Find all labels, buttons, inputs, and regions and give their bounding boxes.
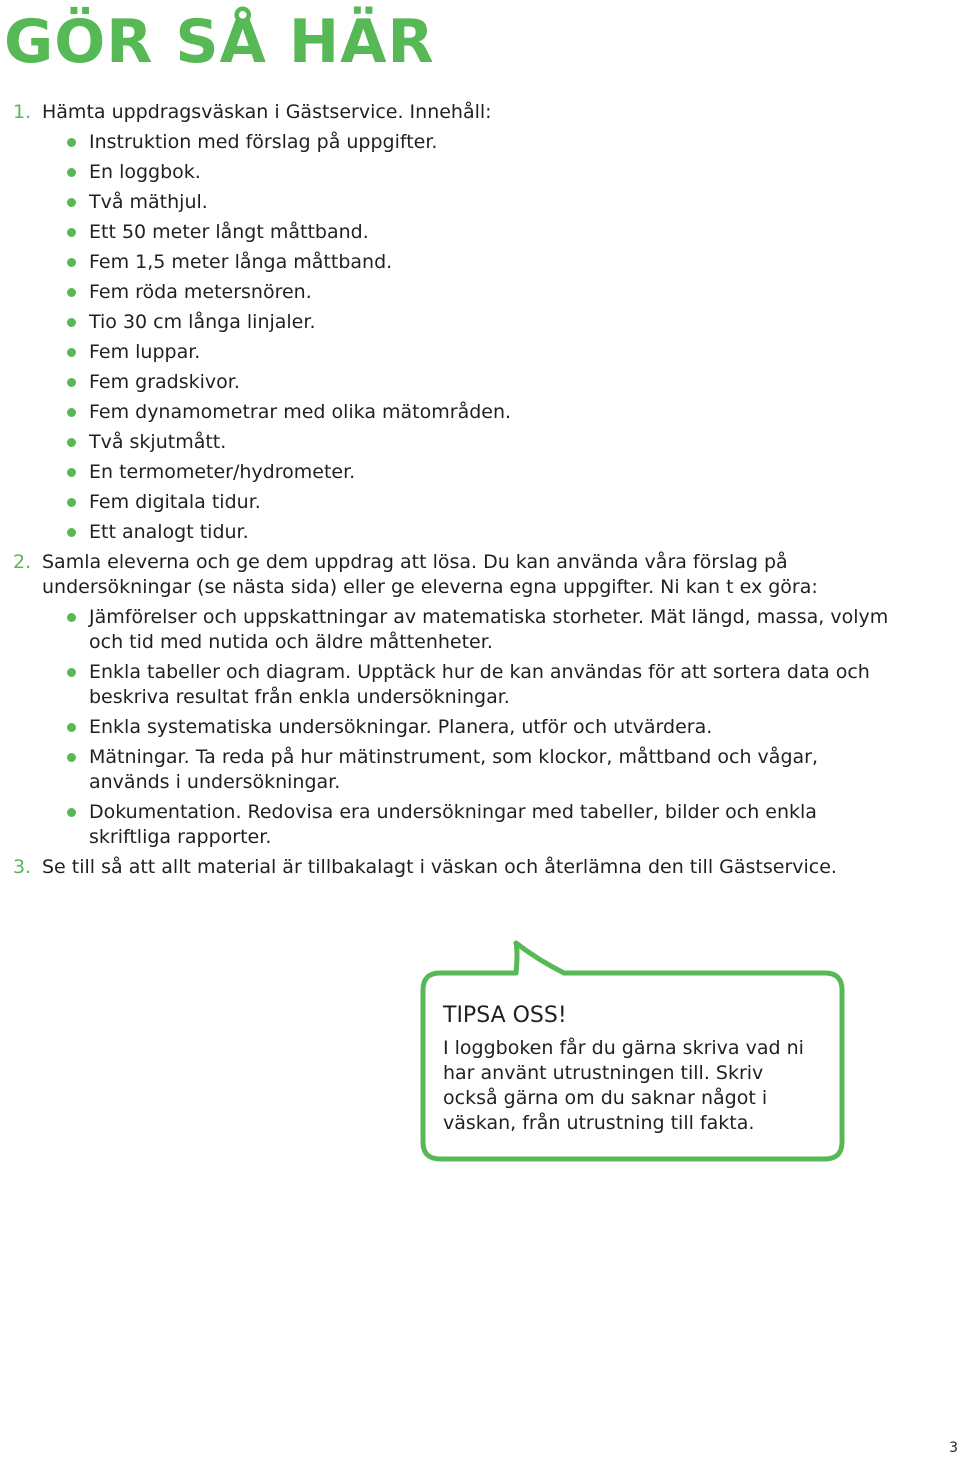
step-number: 1. (13, 101, 32, 123)
list-item (42, 220, 900, 245)
bullet-dot-icon (67, 613, 76, 622)
bullet-dot-icon (67, 288, 76, 297)
bullet-dot-icon (67, 468, 76, 477)
list-item-text: En termometer/hydrometer. (89, 461, 356, 483)
list-item (42, 460, 900, 485)
bullet-dot-icon (67, 498, 76, 507)
activity-list (42, 605, 900, 850)
tip-title: TIPSA OSS! (443, 1003, 567, 1028)
bullet-dot-icon (67, 668, 76, 677)
bullet-dot-icon (67, 228, 76, 237)
list-item-text: Ett 50 meter långt måttband. (89, 221, 369, 243)
bullet-dot-icon (67, 408, 76, 417)
bullet-dot-icon (67, 318, 76, 327)
bullet-dot-icon (67, 348, 76, 357)
list-item-text: Jämförelser och uppskattningar av matematiska storheter. Mät längd, massa, volym och tid med nutida och äldre måttenheter. (89, 606, 889, 653)
list-item (42, 160, 900, 185)
tip-body: I loggboken får du gärna skriva vad ni har använt utrustningen till. Skriv också gärna om du saknar något i väskan, från utrustning till fakta. (443, 1037, 804, 1134)
step-item (0, 855, 900, 880)
bullet-dot-icon (67, 168, 76, 177)
bullet-dot-icon (67, 198, 76, 207)
list-item (42, 520, 900, 545)
list-item-text: En loggbok. (89, 161, 201, 183)
list-item (42, 430, 900, 455)
step-text: Hämta uppdragsväskan i Gästservice. Innehåll: (42, 101, 492, 123)
step-number: 2. (13, 551, 32, 573)
list-item (42, 715, 900, 740)
steps-list (0, 100, 900, 885)
bullet-dot-icon (67, 528, 76, 537)
list-item-text: Mätningar. Ta reda på hur mätinstrument, som klockor, måttband och vågar, används i undersökningar. (89, 746, 818, 793)
bullet-dot-icon (67, 723, 76, 732)
bullet-dot-icon (67, 138, 76, 147)
step-number: 3. (13, 856, 32, 878)
equipment-list (42, 130, 900, 545)
bullet-dot-icon (67, 438, 76, 447)
list-item (42, 340, 900, 365)
list-item (42, 370, 900, 395)
list-item-text: Tio 30 cm långa linjaler. (89, 311, 316, 333)
list-item (42, 280, 900, 305)
list-item-text: Fem dynamometrar med olika mätområden. (89, 401, 512, 423)
list-item (42, 130, 900, 155)
list-item-text: Fem röda metersnören. (89, 281, 312, 303)
tip-callout (420, 940, 845, 1165)
step-text: Se till så att allt material är tillbakalagt i väskan och återlämna den till Gästservice. (42, 856, 837, 878)
list-item-text: Fem luppar. (89, 341, 201, 363)
list-item-text: Två mäthjul. (89, 191, 208, 213)
list-item (42, 310, 900, 335)
list-item-text: Ett analogt tidur. (89, 521, 249, 543)
list-item-text: Enkla tabeller och diagram. Upptäck hur de kan användas för att sortera data och beskriva resultat från enkla undersökningar. (89, 661, 870, 708)
list-item-text: Två skjutmått. (89, 431, 227, 453)
step-text: Samla eleverna och ge dem uppdrag att lösa. Du kan använda våra förslag på undersökningar (se nästa sida) eller ge eleverna egna uppgifter. Ni kan t ex göra: (42, 551, 818, 598)
list-item-text: Fem 1,5 meter långa måttband. (89, 251, 393, 273)
page-title: GÖR SÅ HÄR (4, 7, 435, 77)
step-item (0, 550, 900, 850)
bullet-dot-icon (67, 753, 76, 762)
list-item (42, 250, 900, 275)
list-item (42, 660, 900, 710)
list-item (42, 490, 900, 515)
step-item (0, 100, 900, 545)
list-item (42, 800, 900, 850)
list-item (42, 745, 900, 795)
page-number: 3 (949, 1440, 958, 1456)
list-item-text: Fem digitala tidur. (89, 491, 261, 513)
list-item-text: Enkla systematiska undersökningar. Planera, utför och utvärdera. (89, 716, 713, 738)
bullet-dot-icon (67, 808, 76, 817)
bullet-dot-icon (67, 258, 76, 267)
bullet-dot-icon (67, 378, 76, 387)
list-item (42, 190, 900, 215)
list-item-text: Dokumentation. Redovisa era undersökningar med tabeller, bilder och enkla skriftliga rapporter. (89, 801, 817, 848)
list-item (42, 605, 900, 655)
list-item (42, 400, 900, 425)
list-item-text: Fem gradskivor. (89, 371, 240, 393)
list-item-text: Instruktion med förslag på uppgifter. (89, 131, 438, 153)
